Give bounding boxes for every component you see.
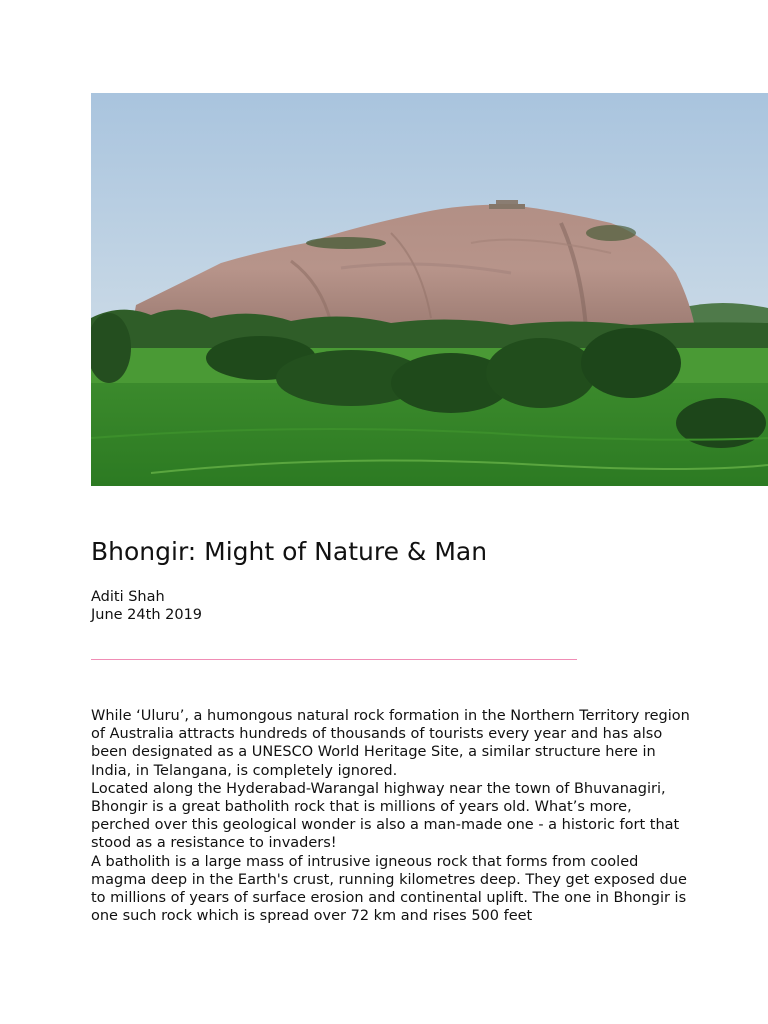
article-title: Bhongir: Might of Nature & Man — [91, 537, 488, 566]
hero-image — [91, 93, 768, 486]
section-divider — [91, 659, 577, 660]
rock-landscape-illustration — [91, 93, 768, 486]
paragraph: Located along the Hyderabad-Warangal highway near the town of Bhuvanagiri, Bhongir is a great batholith rock that is millions of years old. What’s more, perched over this geological wonder is also a man-made one - a historic fort that stood as a resistance to invaders! — [91, 780, 680, 852]
publish-date: June 24th 2019 — [91, 607, 203, 623]
paragraph: A batholith is a large mass of intrusive igneous rock that forms from cooled magma deep in the Earth's crust, running kilometres deep. They get exposed due to millions of years of surface erosion and continental uplift. The one in Bhongir is one such rock which is spread over 72 km and rises 500 feet — [91, 853, 687, 925]
article-byline — [91, 588, 202, 624]
author-name: Aditi Shah — [91, 589, 165, 605]
paragraph: While ‘Uluru’, a humongous natural rock formation in the Northern Territory region of Australia attracts hundreds of thousands of tourists every year and has also been designated as a UNESCO World Heritage Site, a similar structure here in India, in Telangana, is completely ignored. — [91, 708, 690, 779]
article-body — [91, 707, 691, 925]
